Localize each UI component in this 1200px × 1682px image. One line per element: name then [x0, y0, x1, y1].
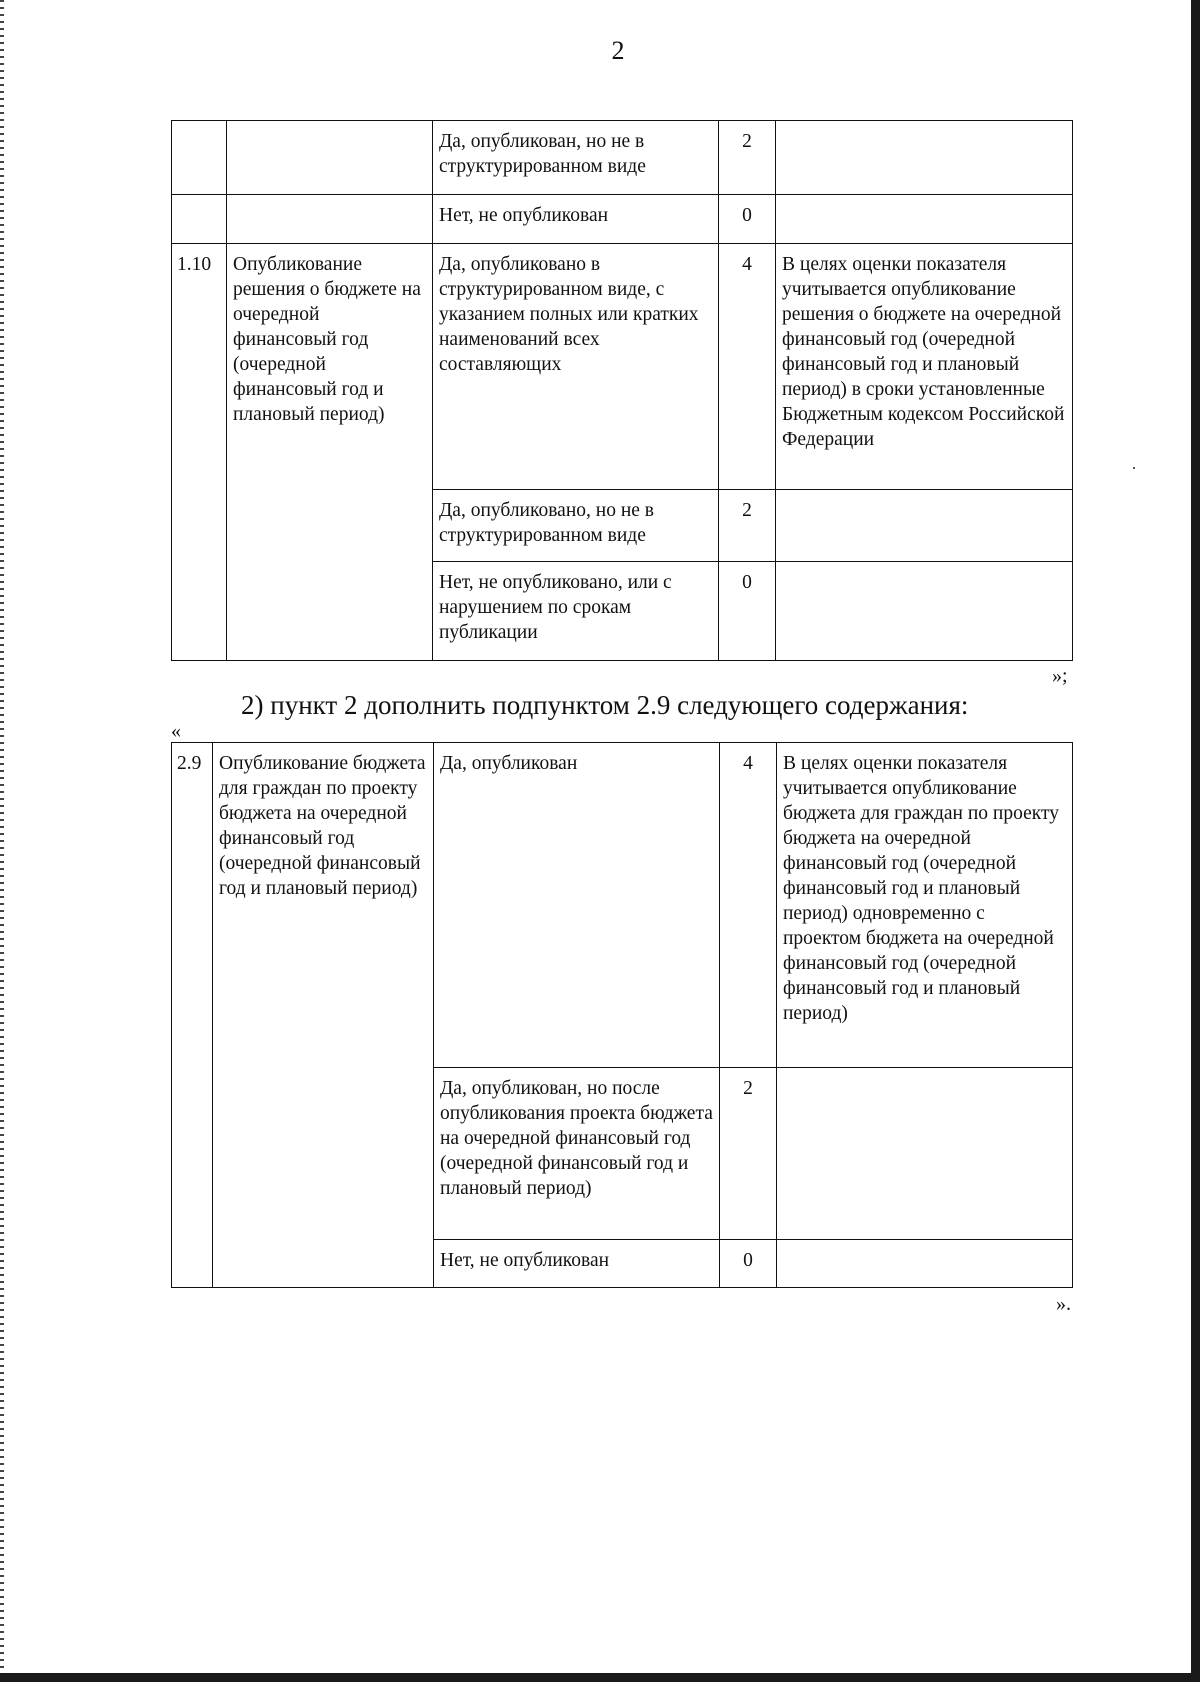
table-row: [172, 244, 1073, 490]
answer-cell: Нет, не опубликован: [433, 195, 719, 244]
note-cell: [776, 490, 1073, 562]
score-cell: 2: [719, 121, 776, 195]
score-cell: 2: [719, 490, 776, 562]
note-cell: [776, 562, 1073, 661]
table-row: [172, 121, 1073, 195]
page-number: 2: [611, 36, 625, 65]
closing-quote: ».: [1056, 1293, 1071, 1315]
answer-cell: Нет, не опубликован: [434, 1240, 720, 1288]
scan-edge-right: [1191, 0, 1200, 1682]
code-cell: 1.10: [172, 244, 227, 661]
indicator-cell: Опубликование бюджета для граждан по проекту бюджета на очередной финансовый год (очередной финансовый год и плановый период): [213, 743, 434, 1288]
score-cell: 4: [719, 244, 776, 490]
score-cell: 0: [720, 1240, 777, 1288]
answer-cell: Да, опубликован, но после опубликования проекта бюджета на очередной финансовый год (очередной финансовый год и плановый период): [434, 1068, 720, 1240]
answer-cell: Да, опубликовано в структурированном виде, с указанием полных или кратких наименований всех составляющих: [433, 244, 719, 490]
indicator-cell: [227, 195, 433, 244]
score-cell: 4: [720, 743, 777, 1068]
closing-quote: »;: [1052, 665, 1068, 687]
code-cell: [172, 121, 227, 195]
scan-edge-left: [0, 0, 4, 1682]
score-cell: 0: [719, 562, 776, 661]
indicator-cell: Опубликование решения о бюджете на очередной финансовый год (очередной финансовый год и плановый период): [227, 244, 433, 661]
criteria-table-2: [171, 742, 1073, 1288]
note-cell: [776, 195, 1073, 244]
criteria-table-1: [171, 120, 1073, 661]
answer-cell: Да, опубликован, но не в структурированном виде: [433, 121, 719, 195]
table-row: [172, 195, 1073, 244]
scan-speck: [1133, 467, 1135, 469]
answer-cell: Нет, не опубликовано, или с нарушением по срокам публикации: [433, 562, 719, 661]
table-row: [172, 743, 1073, 1068]
answer-cell: Да, опубликован: [434, 743, 720, 1068]
score-cell: 2: [720, 1068, 777, 1240]
note-cell: [777, 1240, 1073, 1288]
note-cell: В целях оценки показателя учитывается опубликование решения о бюджете на очередной финансовый год (очередной финансовый год и плановый период) в сроки установленные Бюджетным кодексом Российской Федерации: [776, 244, 1073, 490]
note-cell: [776, 121, 1073, 195]
answer-cell: Да, опубликовано, но не в структурированном виде: [433, 490, 719, 562]
note-cell: В целях оценки показателя учитывается опубликование бюджета для граждан по проекту бюджета на очередной финансовый год (очередной финансовый год и плановый период) одновременно с проектом бюджета на очередной финансовый год (очередной финансовый год и плановый период): [777, 743, 1073, 1068]
scan-edge-bottom: [0, 1673, 1200, 1682]
opening-quote: «: [171, 720, 181, 742]
score-cell: 0: [719, 195, 776, 244]
code-cell: 2.9: [172, 743, 213, 1288]
indicator-cell: [227, 121, 433, 195]
amendment-instruction: 2) пункт 2 дополнить подпунктом 2.9 следующего содержания:: [241, 690, 969, 720]
code-cell: [172, 195, 227, 244]
note-cell: [777, 1068, 1073, 1240]
